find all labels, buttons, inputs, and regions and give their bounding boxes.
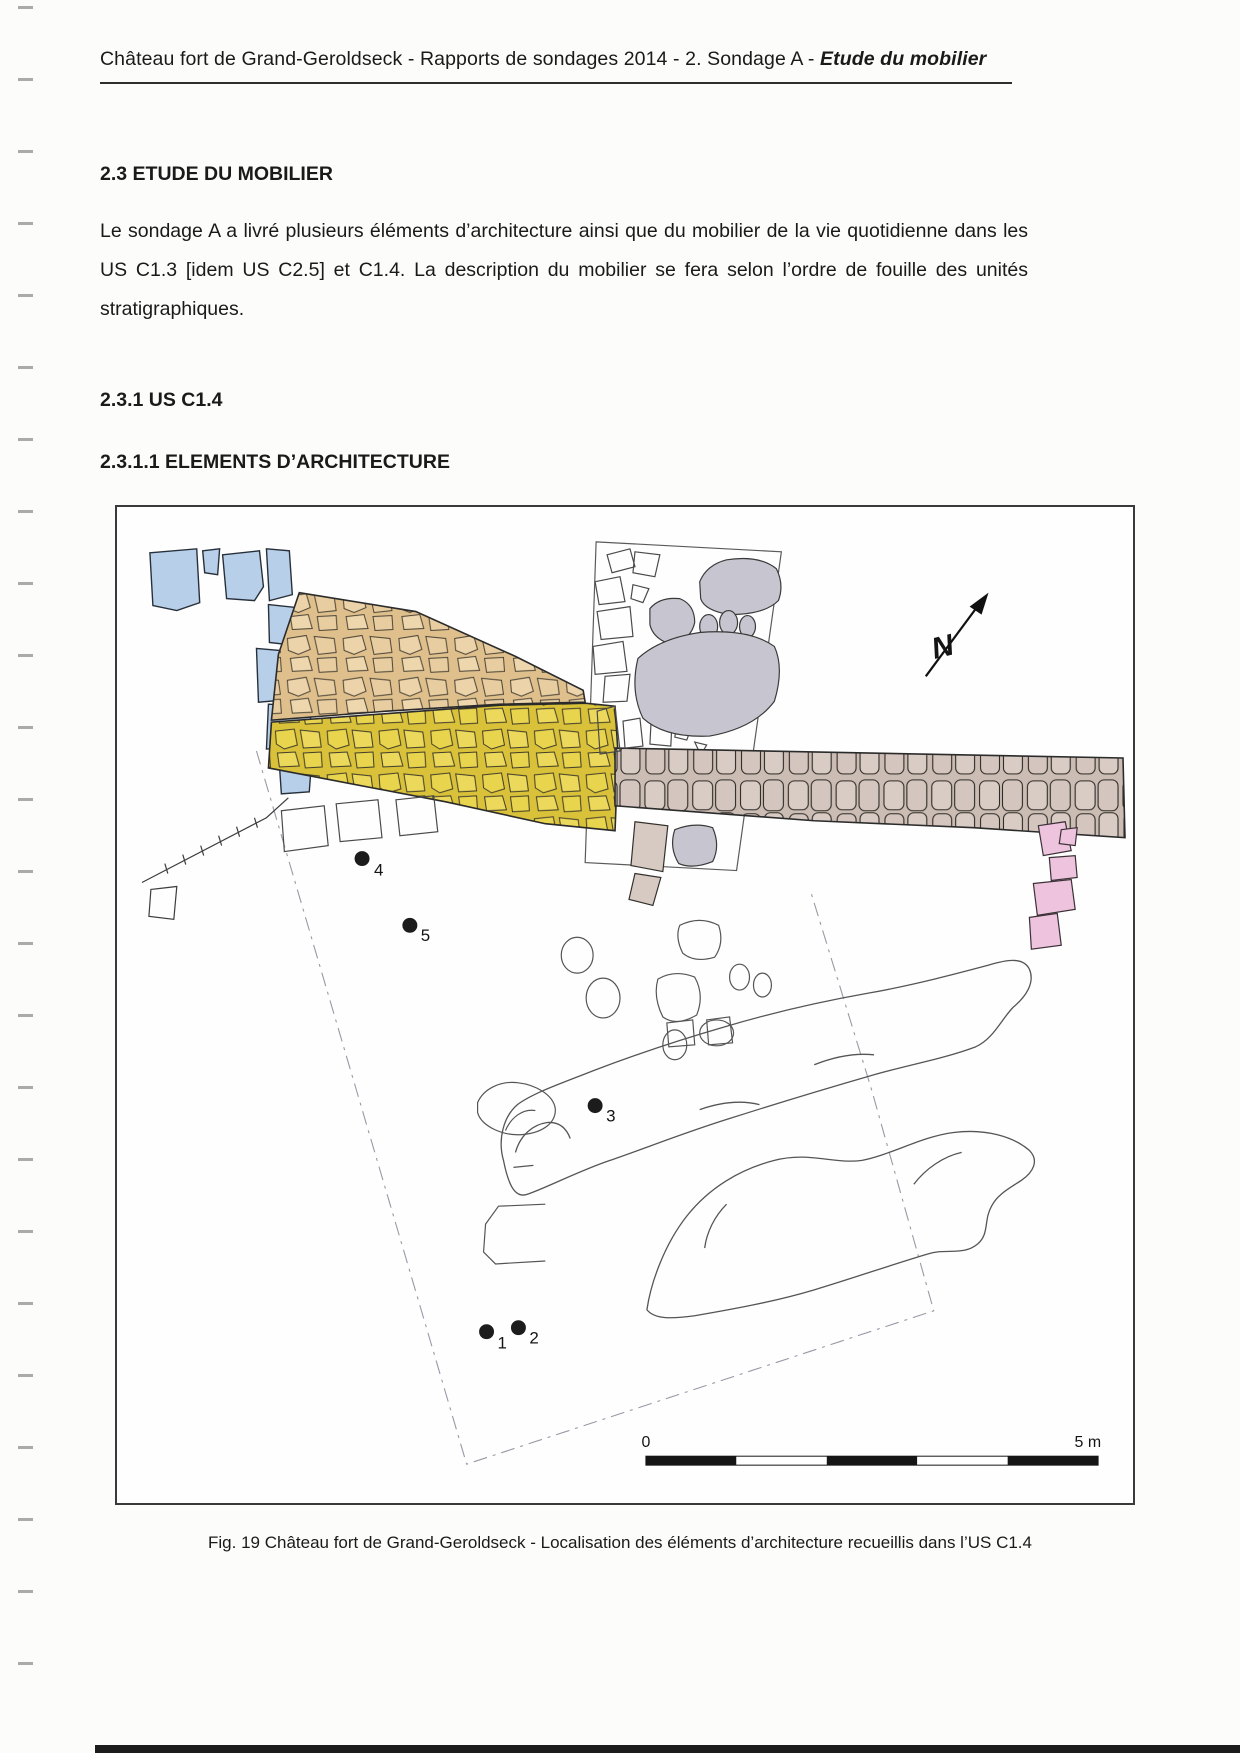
pink-stones: [1029, 822, 1077, 949]
find-marker-1-label: 1: [497, 1333, 507, 1353]
find-marker-4-label: 4: [374, 860, 384, 880]
find-marker-5: [402, 918, 417, 933]
fallen-wall-stones: [629, 822, 668, 906]
scattered-stone-outlines: [561, 920, 771, 1059]
find-marker-3: [588, 1098, 603, 1113]
north-arrow-icon: [926, 593, 989, 677]
header-title: Château fort de Grand-Geroldseck - Rapports de sondages 2014 - 2. Sondage A -: [100, 48, 820, 70]
section-heading-2-3-1-1: 2.3.1.1 ELEMENTS D’ARCHITECTURE: [100, 451, 450, 473]
find-marker-1: [479, 1324, 494, 1339]
bedrock-outline-2: [647, 1131, 1034, 1317]
find-marker-2-label: 2: [529, 1328, 539, 1348]
bedrock-outline-small: [478, 1082, 556, 1264]
scan-margin-marks: [18, 6, 33, 1706]
section-heading-2-3: 2.3 ETUDE DU MOBILIER: [100, 163, 333, 185]
figure-caption: Fig. 19 Château fort de Grand-Geroldseck - Localisation des éléments d’architecture recueillis dans l’US C1.4: [208, 1533, 1032, 1552]
find-marker-2: [511, 1320, 526, 1335]
scan-edge-band: [95, 1745, 1240, 1753]
header-rule: [100, 82, 1012, 84]
tan-rubble-wall: [271, 593, 585, 720]
section-heading-2-3-1: 2.3.1 US C1.4: [100, 389, 223, 411]
body-paragraph: Le sondage A a livré plusieurs éléments d’architecture ainsi que du mobilier de la vie quotidienne dans les US C1.3 [idem US C2.5] et C1.4. La description du mobilier se fera selon l’ordre de fouille des unités stratigraphiques.: [100, 220, 1028, 320]
north-label: N: [928, 628, 958, 666]
find-marker-4: [355, 851, 370, 866]
scale-five-label: 5 m: [1074, 1434, 1102, 1452]
page-header: [100, 48, 1040, 71]
site-plan-svg: [117, 507, 1133, 1503]
yellow-wall: [268, 703, 618, 830]
wall-edge-line: [142, 798, 288, 920]
find-marker-3-label: 3: [606, 1106, 616, 1126]
scale-zero-label: 0: [641, 1434, 651, 1452]
find-marker-5-label: 5: [420, 926, 431, 946]
find-markers: [355, 851, 616, 1353]
scale-bar: [641, 1434, 1101, 1465]
header-title-emphasis: Etude du mobilier: [820, 48, 987, 70]
figure-19-site-plan: [115, 505, 1135, 1505]
